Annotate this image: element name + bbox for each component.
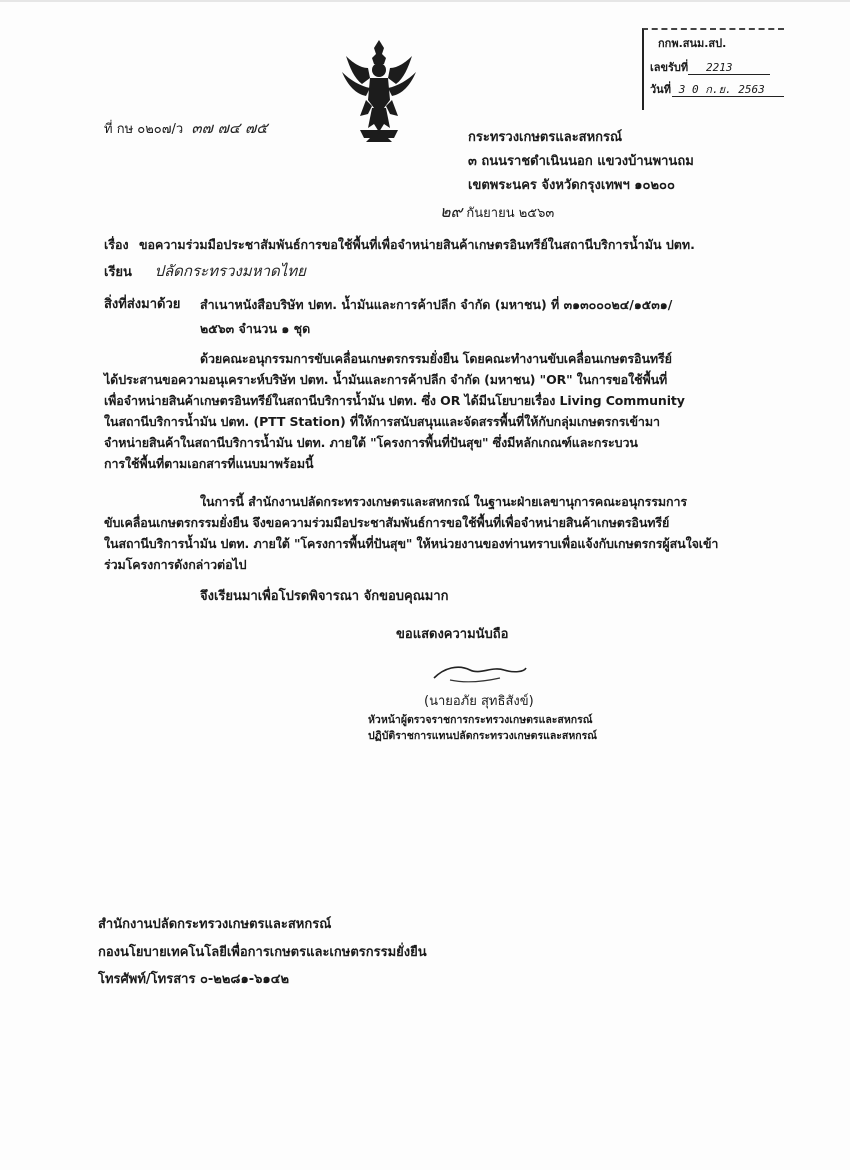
footer-office: สำนักงานปลัดกระทรวงเกษตรและสหกรณ์	[98, 917, 332, 932]
ref-no-handwritten: ๓๗ ๗๔ ๗๕	[191, 119, 268, 137]
para2-line: ขับเคลื่อนเกษตรกรรมยั่งยืน จึงขอความร่วมมือประชาสัมพันธ์การขอใช้พื้นที่เพื่อจำหน่ายสินค้าเกษตรอินทรีย์	[104, 515, 670, 530]
sender-line-2: ๓ ถนนราชดำเนินนอก แขวงบ้านพานถม	[468, 154, 694, 169]
footer-division: กองนโยบายเทคโนโลยีเพื่อการเกษตรและเกษตรกรรมยั่งยืน	[98, 945, 427, 960]
stamp-date-label: วันที่	[650, 83, 671, 96]
scan-edge	[0, 0, 850, 2]
subject-text: ขอความร่วมมือประชาสัมพันธ์การขอใช้พื้นที่เพื่อจำหน่ายสินค้าเกษตรอินทรีย์ในสถานีบริการน้ำมัน ปตท.	[138, 237, 695, 252]
para2-line: ร่วมโครงการดังกล่าวต่อไป	[104, 557, 247, 572]
footer-phone: โทรศัพท์/โทรสาร ๐-๒๒๘๑-๖๑๔๒	[98, 972, 290, 987]
para2-line: ในสถานีบริการน้ำมัน ปตท. ภายใต้ "โครงการพื้นที่ปันสุข" ให้หน่วยงานของท่านทราบเพื่อแจ้งกับเกษตรกรผู้สนใจเข้า	[104, 536, 719, 551]
enclosure-line-1: สำเนาหนังสือบริษัท ปตท. น้ำมันและการค้าปลีก จำกัด (มหาชน) ที่ ๓๑๓๐๐๐๒๔/๑๕๓๑/	[200, 297, 673, 312]
addressee-row	[104, 262, 306, 282]
addressee-handwritten: ปลัดกระทรวงมหาดไทย	[154, 262, 306, 280]
receipt-stamp	[642, 28, 784, 110]
stamp-receipt-underline	[688, 74, 770, 75]
subject-label: เรื่อง	[104, 237, 129, 252]
body-paragraph-1	[104, 348, 685, 474]
subject-row	[104, 236, 695, 254]
stamp-office: กกพ.สนม.สป.	[658, 37, 727, 50]
addressee-label: เรียน	[104, 265, 132, 280]
date-month-year: กันยายน ๒๕๖๓	[466, 206, 555, 221]
letter-date	[440, 203, 554, 223]
para2-line: ในการนี้ สำนักงานปลัดกระทรวงเกษตรและสหกรณ์ ในฐานะฝ่ายเลขานุการคณะอนุกรรมการ	[200, 494, 687, 509]
date-day-handwritten: ๒๙	[440, 202, 463, 221]
stamp-date-underline	[672, 96, 784, 97]
enclosure-line-2: ๒๕๖๓ จำนวน ๑ ชุด	[200, 321, 311, 336]
garuda-emblem-icon	[340, 38, 418, 144]
sender-line-1: กระทรวงเกษตรและสหกรณ์	[468, 130, 623, 145]
ref-no-printed: ที่ กษ ๐๒๐๗/ว	[104, 122, 184, 137]
stamp-receipt-no: 2213	[706, 61, 733, 74]
para1-line: ได้ประสานขอความอนุเคราะห์บริษัท ปตท. น้ำมันและการค้าปลีก จำกัด (มหาชน) "OR" ในการขอใช้พื้นที่	[104, 372, 668, 387]
para1-line: ด้วยคณะอนุกรรมการขับเคลื่อนเกษตรกรรมยั่งยืน โดยคณะทำงานขับเคลื่อนเกษตรอินทรีย์	[200, 351, 672, 366]
para1-line: จำหน่ายสินค้าในสถานีบริการน้ำมัน ปตท. ภายใต้ "โครงการพื้นที่ปันสุข" ซึ่งมีหลักเกณฑ์และกระบวน	[104, 435, 638, 450]
signature-mark	[430, 660, 530, 686]
para1-line: เพื่อจำหน่ายสินค้าเกษตรอินทรีย์ในสถานีบริการน้ำมัน ปตท. ซึ่ง OR ได้มีนโยบายเรื่อง Living Community	[104, 393, 685, 408]
para1-line: การใช้พื้นที่ตามเอกสารที่แนบมาพร้อมนี้	[104, 456, 314, 471]
sender-line-3: เขตพระนคร จังหวัดกรุงเทพฯ ๑๐๒๐๐	[468, 178, 675, 193]
stamp-date-value: 3 0 ก.ย. 2563	[678, 83, 765, 96]
reference-number	[104, 119, 268, 139]
signer-title-2: ปฏิบัติราชการแทนปลัดกระทรวงเกษตรและสหกรณ์	[368, 730, 597, 742]
closing-salutation: ขอแสดงความนับถือ	[396, 627, 509, 642]
stamp-receipt-label: เลขรับที่	[650, 61, 689, 74]
signer-title-1: หัวหน้าผู้ตรวจราชการกระทรวงเกษตรและสหกรณ์	[368, 714, 593, 726]
para1-line: ในสถานีบริการน้ำมัน ปตท. (PTT Station) ที่ให้การสนับสนุนและจัดสรรพื้นที่ให้กับกลุ่มเกษตรกรเข้ามา	[104, 414, 660, 429]
signer-name: (นายอภัย สุทธิสังข์)	[424, 694, 534, 709]
closing-request: จึงเรียนมาเพื่อโปรดพิจารณา จักขอบคุณมาก	[200, 589, 449, 604]
enclosure-label: สิ่งที่ส่งมาด้วย	[104, 297, 181, 312]
body-paragraph-2	[104, 491, 718, 575]
